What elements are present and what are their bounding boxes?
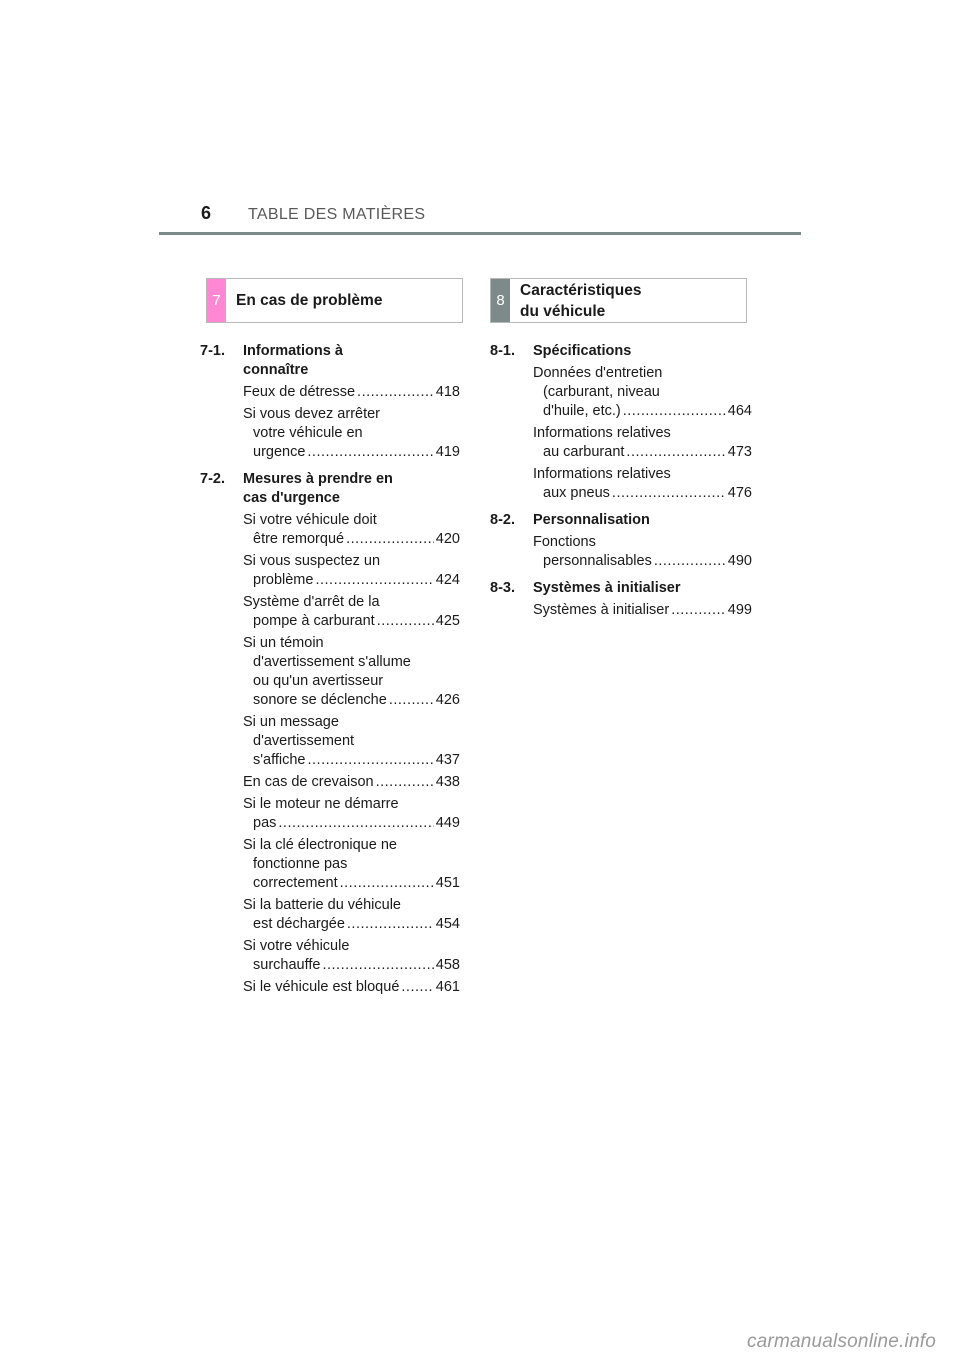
- entry-text-line: Fonctions: [533, 534, 596, 550]
- entry-page-number: 420: [435, 531, 460, 547]
- toc-subsection-heading[interactable]: [490, 342, 752, 361]
- subsection-title: [243, 470, 460, 508]
- entry-text-line: En cas de crevaison: [243, 774, 374, 790]
- entry-text-line: Si le moteur ne démarre: [243, 796, 399, 812]
- toc-subsection-heading[interactable]: [200, 470, 460, 508]
- dot-leader: [612, 484, 726, 503]
- toc-subsection-heading[interactable]: [200, 342, 460, 380]
- toc-entry[interactable]: [243, 383, 460, 402]
- entry-text-line: d'huile, etc.): [543, 403, 621, 419]
- entry-text-line: Système d'arrêt de la: [243, 594, 380, 610]
- entry-page-number: 454: [435, 916, 460, 932]
- entry-text-line: Si un témoin: [243, 635, 324, 651]
- toc-entry[interactable]: [243, 511, 460, 549]
- entry-text-line: Si la clé électronique ne: [243, 837, 397, 853]
- dot-leader: [401, 978, 433, 997]
- entry-text-line: personnalisables: [543, 553, 652, 569]
- dot-leader: [376, 773, 434, 792]
- entry-page-number: 476: [727, 485, 752, 501]
- toc-group: [490, 511, 752, 571]
- dot-leader: [340, 874, 434, 893]
- entry-page-number: 425: [435, 613, 460, 629]
- subsection-number: 8-3.: [490, 580, 515, 596]
- section-tab-8: 8: [491, 279, 510, 322]
- section-title-7: [226, 279, 382, 322]
- toc-entry[interactable]: [533, 533, 752, 571]
- entry-page-number: 419: [435, 444, 460, 460]
- entry-text-line: Systèmes à initialiser: [533, 602, 670, 618]
- entry-text-line: Si votre véhicule: [243, 938, 350, 954]
- entry-text-line: Si votre véhicule doit: [243, 512, 377, 528]
- entry-page-number: 437: [435, 752, 460, 768]
- entry-page-number: 424: [435, 572, 460, 588]
- dot-leader: [377, 612, 434, 631]
- page-header: [0, 0, 960, 240]
- subsection-title-line: Systèmes à initialiser: [533, 580, 681, 596]
- entry-text-line: au carburant: [543, 444, 625, 460]
- entry-page-number: 473: [727, 444, 752, 460]
- toc-subsection-heading[interactable]: [490, 579, 752, 598]
- entry-text-line: s'affiche: [253, 752, 306, 768]
- dot-leader: [626, 443, 725, 462]
- entry-text-line: aux pneus: [543, 485, 610, 501]
- header-divider: [159, 232, 801, 235]
- entry-text-line: Données d'entretien: [533, 365, 663, 381]
- dot-leader: [623, 402, 726, 421]
- entry-page-number: 449: [435, 815, 460, 831]
- entry-text-line: sonore se déclenche: [253, 692, 387, 708]
- entry-text-line: ou qu'un avertisseur: [253, 673, 384, 689]
- dot-leader: [307, 751, 433, 770]
- dot-leader: [347, 915, 434, 934]
- subsection-number: 7-2.: [200, 471, 225, 487]
- entry-page-number: 490: [727, 553, 752, 569]
- entry-text-line: surchauffe: [253, 957, 321, 973]
- entry-text-line: est déchargée: [253, 916, 345, 932]
- entry-text-line: pas: [253, 815, 277, 831]
- entry-text-line: fonctionne pas: [253, 856, 348, 872]
- entry-page-number: 426: [435, 692, 460, 708]
- toc-entry[interactable]: [243, 836, 460, 893]
- toc-entry[interactable]: [243, 795, 460, 833]
- toc-group: [490, 342, 752, 503]
- entry-page-number: 464: [727, 403, 752, 419]
- entry-text-line: (carburant, niveau: [543, 384, 660, 400]
- dot-leader: [357, 383, 434, 402]
- toc-column-8: [490, 340, 752, 620]
- dot-leader: [346, 530, 434, 549]
- toc-entry[interactable]: [533, 424, 752, 462]
- subsection-title-line: connaître: [243, 362, 309, 378]
- entry-page-number: 438: [435, 774, 460, 790]
- dot-leader: [322, 956, 433, 975]
- entry-text-line: correctement: [253, 875, 338, 891]
- subsection-title-line: cas d'urgence: [243, 490, 340, 506]
- entry-text-line: d'avertissement s'allume: [253, 654, 411, 670]
- entry-text-line: urgence: [253, 444, 306, 460]
- subsection-number: 7-1.: [200, 343, 225, 359]
- toc-subsection-heading[interactable]: [490, 511, 752, 530]
- toc-group: [490, 579, 752, 620]
- section-title-line: Caractéristiques: [520, 281, 642, 299]
- subsection-title: [243, 342, 460, 380]
- subsection-title-line: Personnalisation: [533, 512, 650, 528]
- section-title-8: [510, 279, 641, 322]
- entry-text-line: Si la batterie du véhicule: [243, 897, 401, 913]
- toc-entry[interactable]: [243, 773, 460, 792]
- toc-entry[interactable]: [243, 978, 460, 997]
- toc-entry[interactable]: [533, 364, 752, 421]
- toc-entry[interactable]: [243, 634, 460, 710]
- entry-text-line: Informations relatives: [533, 466, 671, 482]
- entry-page-number: 418: [435, 384, 460, 400]
- dot-leader: [278, 814, 433, 833]
- section-title-line: En cas de problème: [236, 292, 383, 309]
- dot-leader: [671, 601, 726, 620]
- entry-page-number: 458: [435, 957, 460, 973]
- entry-text-line: Informations relatives: [533, 425, 671, 441]
- subsection-title-line: Mesures à prendre en: [243, 471, 393, 487]
- subsection-title-line: Informations à: [243, 343, 343, 359]
- toc-entry[interactable]: [243, 896, 460, 934]
- subsection-title: [533, 579, 752, 598]
- entry-page-number: 451: [435, 875, 460, 891]
- dot-leader: [654, 552, 726, 571]
- entry-text-line: Feux de détresse: [243, 384, 356, 400]
- subsection-title: [533, 511, 752, 530]
- toc-group: [200, 470, 460, 997]
- entry-text-line: Si vous devez arrêter: [243, 406, 381, 422]
- toc-entry[interactable]: [243, 937, 460, 975]
- entry-page-number: 461: [435, 979, 460, 995]
- entry-text-line: Si le véhicule est bloqué: [243, 979, 400, 995]
- subsection-title: [533, 342, 752, 361]
- entry-text-line: pompe à carburant: [253, 613, 375, 629]
- entry-text-line: Si vous suspectez un: [243, 553, 381, 569]
- entry-text-line: problème: [253, 572, 314, 588]
- entry-text-line: d'avertissement: [253, 733, 355, 749]
- subsection-number: 8-1.: [490, 343, 515, 359]
- section-header-8: [490, 278, 747, 323]
- page-number: 6: [201, 203, 212, 223]
- section-tab-7: 7: [207, 279, 226, 322]
- header-title: TABLE DES MATIÈRES: [248, 206, 426, 223]
- toc-column-7: [200, 340, 460, 997]
- watermark: carmanualsonline.info: [746, 1331, 936, 1352]
- toc-group: [200, 342, 460, 462]
- entry-page-number: 499: [727, 602, 752, 618]
- section-title-line: du véhicule: [520, 302, 606, 320]
- toc-entry[interactable]: [533, 465, 752, 503]
- toc-entry[interactable]: [243, 552, 460, 590]
- toc-entry[interactable]: [243, 713, 460, 770]
- toc-entry[interactable]: [533, 601, 752, 620]
- dot-leader: [307, 443, 433, 462]
- dot-leader: [315, 571, 433, 590]
- toc-entry[interactable]: [243, 593, 460, 631]
- section-header-7: [206, 278, 463, 323]
- entry-text-line: Si un message: [243, 714, 339, 730]
- entry-text-line: votre véhicule en: [253, 425, 363, 441]
- dot-leader: [389, 691, 434, 710]
- entry-text-line: être remorqué: [253, 531, 345, 547]
- subsection-title-line: Spécifications: [533, 343, 632, 359]
- toc-entry[interactable]: [243, 405, 460, 462]
- subsection-number: 8-2.: [490, 512, 515, 528]
